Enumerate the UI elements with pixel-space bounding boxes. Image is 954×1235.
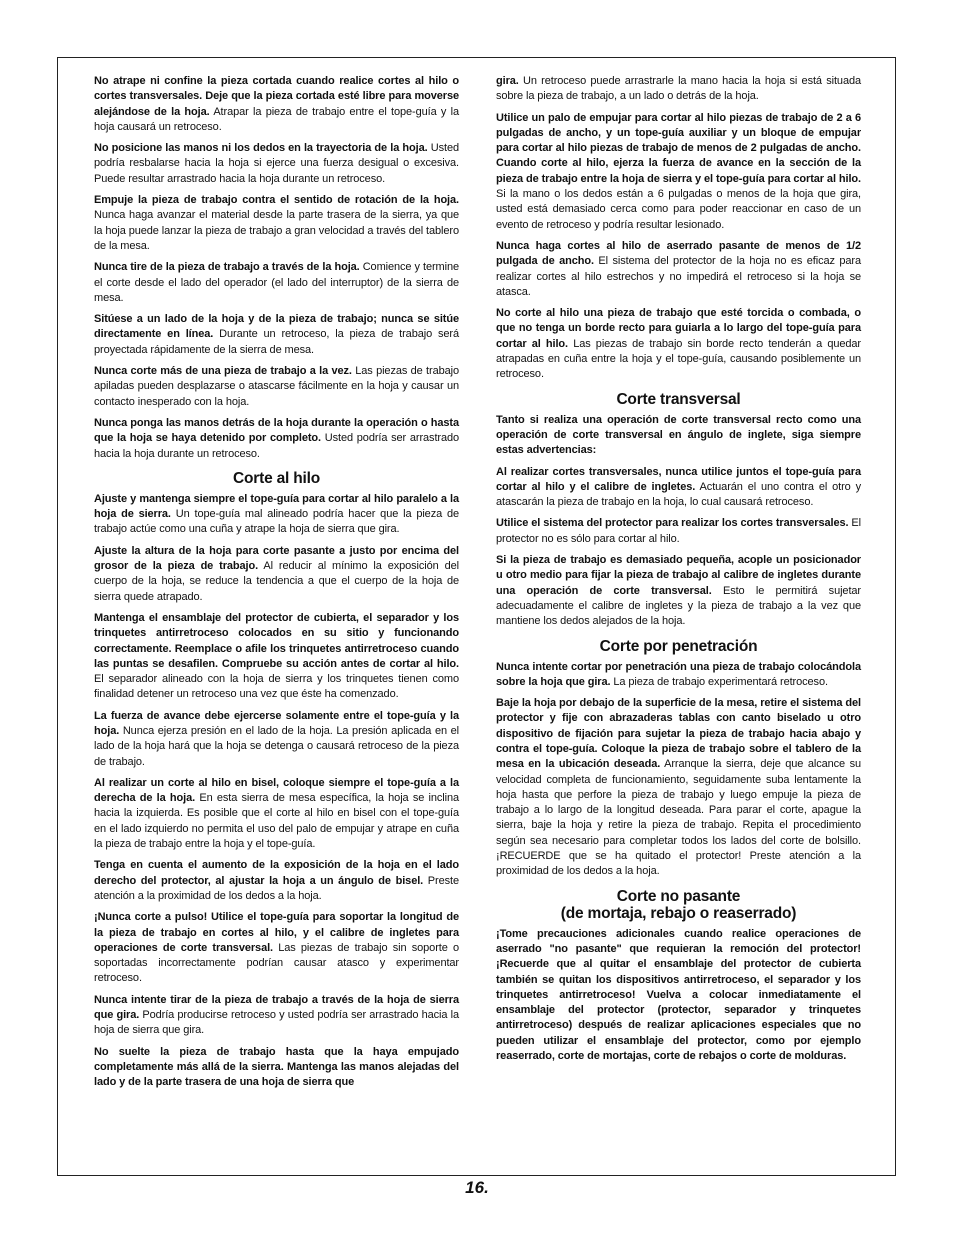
warning-bold-text: Nunca intente cortar por penetración una pieza de trabajo colocándola sobre la hoja que gira. xyxy=(496,660,861,688)
warning-paragraph xyxy=(496,927,861,1065)
page-frame xyxy=(57,57,896,1176)
warning-paragraph xyxy=(496,696,861,880)
warning-paragraph xyxy=(496,74,861,105)
warning-body-text: Actuarán el uno contra el otro y atascarán la pieza de trabajo en la hoja, lo cual causará retroceso. xyxy=(496,480,861,509)
warning-bold-text: ¡Nunca corte a pulso! Utilice el tope-guía para soportar la longitud de la pieza de trabajo en cortes al hilo, y el calibre de ingletes para operaciones de corte transversal. xyxy=(94,911,459,954)
warning-body-text: La pieza de trabajo experimentará retroceso. xyxy=(610,675,828,688)
warning-body-text: Podría producirse retroceso y usted podría ser arrastrado hacia la hoja de sierra que gira. xyxy=(94,1009,459,1037)
warning-paragraph xyxy=(94,193,459,254)
left-column xyxy=(94,74,459,1097)
warning-paragraph xyxy=(94,312,459,358)
warning-paragraph xyxy=(496,516,861,547)
warning-bold-text: La fuerza de avance debe ejercerse solamente entre el tope-guía y la hoja. xyxy=(94,709,459,737)
warning-bold-text: Nunca haga cortes al hilo de aserrado pasante de menos de 1/2 pulgada de ancho. xyxy=(496,239,861,268)
warning-body-text: El protector no es sólo para cortar al hilo. xyxy=(496,517,861,545)
page-number: 16. xyxy=(465,1178,489,1197)
warning-body-text: Un tope-guía mal alineado podría hacer que la pieza de trabajo actúe como una cuña y atrape la hoja de sierra que gira. xyxy=(94,508,460,536)
warning-paragraph xyxy=(94,993,459,1039)
warning-bold-text: Utilice el sistema del protector para realizar los cortes transversales. xyxy=(496,517,849,530)
warning-bold-text: ¡Tome precauciones adicionales cuando realice operaciones de aserrado "no pasante" que requieran la remoción del protector! ¡Recuerde que al quitar el ensamblaje del protector de cubierta también se quitan los dispositivos antirretroceso, el separador y los trinquetes antirretroceso! Vuelva a colocar inmediatamente el ensamblaje del protector (protector, separador y trinquetes antirretroceso) después de realizar aplicaciones especiales que no pueden utilizar el ensamblaje del protector, como por ejemplo reaserrado, corte de mortajas, corte de rebajos o corte de molduras. xyxy=(496,927,861,1063)
section-heading-subtitle: (de mortaja, rebajo o reaserrado) xyxy=(560,904,797,922)
section-heading-text: Corte al hilo xyxy=(233,469,320,487)
warning-bold-text: Empuje la pieza de trabajo contra el sentido de rotación de la hoja. xyxy=(94,194,459,207)
warning-body-text: Si la mano o los dedos están a 6 pulgadas o menos de la hoja que gira, usted está demasiado cerca como para poder reaccionar en caso de un evento de retroceso y podría resultar lesionado. xyxy=(496,188,861,231)
warning-bold-text: Ajuste y mantenga siempre el tope-guía para cortar al hilo paralelo a la hoja de sierra. xyxy=(94,492,459,521)
section-heading xyxy=(94,470,459,487)
warning-paragraph xyxy=(94,611,459,703)
warning-body-text: Arranque la sierra, deje que alcance su velocidad completa de funcionamiento, seguidamente suba lentamente la hoja hasta que perfore la pieza de trabajo y luego empuje la pieza de trabajo a lo largo de la longitud deseada. Para parar el corte, apague la sierra, baje la hoja y retire la pieza de trabajo. Repita el procedimiento según sea necesario para completar todos los lados del corte de bolsillo. ¡RECUERDE que se ha quitado el protector! Preste atención a la proximidad de los dedos a la hoja. xyxy=(496,758,861,878)
warning-body-text: Las piezas de trabajo sin soporte o soportadas incorrectamente podrían causar atasco y experimentar retroceso. xyxy=(94,941,459,985)
warning-bold-text: No corte al hilo una pieza de trabajo que esté torcida o combada, o que no tenga un borde recto para guiarla a lo largo del tope-guía para cortar al hilo. xyxy=(496,307,861,350)
warning-bold-text: No posicione las manos ni los dedos en la trayectoria de la hoja. xyxy=(94,142,428,155)
warning-bold-text: Nunca tire de la pieza de trabajo a través de la hoja. xyxy=(94,261,360,274)
warning-paragraph xyxy=(94,1045,459,1091)
section-heading xyxy=(496,391,861,408)
warning-body-text: Preste atención a la proximidad de los dedos a la hoja. xyxy=(94,874,459,902)
warning-paragraph xyxy=(496,660,861,691)
warning-paragraph xyxy=(94,492,459,538)
warning-bold-text: Utilice un palo de empujar para cortar al hilo piezas de trabajo de 2 a 6 pulgadas de ancho, y un tope-guía auxiliar y un bloque de empujar para cortar al hilo piezas de trabajo de menos de 2 pulgadas de ancho. Cuando corte al hilo, ejerza la fuerza de avance en la sección de la pieza de trabajo entre la hoja de sierra y el tope-guía para cortar al hilo. xyxy=(496,111,861,185)
warning-body-text: Atrapar la pieza de trabajo entre el tope-guía y la hoja causará un retroceso. xyxy=(94,105,459,133)
warning-paragraph xyxy=(94,910,459,986)
warning-paragraph xyxy=(94,260,459,306)
warning-bold-text: Nunca corte más de una pieza de trabajo a la vez. xyxy=(94,365,352,378)
warning-paragraph xyxy=(496,111,861,233)
warning-paragraph xyxy=(496,239,861,300)
warning-paragraph xyxy=(94,544,459,605)
warning-body-text: Esto le permitirá sujetar adecuadamente el calibre de ingletes y la pieza de trabajo a la vez que mantiene los dedos alejados de la hoja. xyxy=(496,584,861,628)
section-heading-text: Corte transversal xyxy=(616,390,741,408)
warning-body-text: El sistema del protector de la hoja no es eficaz para realizar cortes al hilo estrechos y no impedirá el retroceso si la hoja se atasca. xyxy=(496,255,861,298)
warning-bold-text: Mantenga el ensamblaje del protector de cubierta, el separador y los trinquetes antirretroceso colocados en su sitio y funcionando correctamente. Reemplace o afile los trinquetes antirretroceso cuando las puntas se desafilen. Compruebe su acción antes de cortar al hilo. xyxy=(94,611,459,670)
warning-bold-text: Nunca ponga las manos detrás de la hoja durante la operación o hasta que la hoja se haya detenido por completo. xyxy=(94,416,459,445)
warning-body-text: El separador alineado con la hoja de sierra y los trinquetes tienen como finalidad detener un retroceso una vez que éste ha comenzado. xyxy=(94,673,459,701)
warning-body-text: En esta sierra de mesa específica, la hoja se inclina hacia la izquierda. Es posible que el corte al hilo en bisel con el tope-guía en el lado izquierdo no permita el uso del palo de empujar y atrape en cuña la pieza de trabajo entre la hoja y el tope-guía. xyxy=(94,792,459,851)
warning-body-text: Al reducir al mínimo la exposición del cuerpo de la hoja, se reduce la tendencia a que el cuerpo de la hoja de sierra quede atrapado. xyxy=(94,560,459,603)
warning-bold-text: Nunca intente tirar de la pieza de trabajo a través de la hoja de sierra que gira. xyxy=(94,993,459,1022)
warning-bold-text: Si la pieza de trabajo es demasiado pequeña, acople un posicionador u otro medio para fijar la pieza de trabajo al calibre de ingletes durante una operación de corte transversal. xyxy=(496,554,861,597)
warning-bold-text: Ajuste la altura de la hoja para corte pasante a justo por encima del grosor de la pieza de trabajo. xyxy=(94,544,459,573)
warning-paragraph xyxy=(496,413,861,459)
warning-paragraph xyxy=(94,709,459,770)
section-heading xyxy=(496,638,861,655)
warning-bold-text: Tanto si realiza una operación de corte transversal recto como una operación de corte transversal en ángulo de inglete, siga siempre estas advertencias: xyxy=(496,413,861,457)
warning-paragraph xyxy=(94,74,459,135)
warning-bold-text: Baje la hoja por debajo de la superficie de la mesa, retire el sistema del protector y fije con abrazaderas tablas con canto biselado u otro dispositivo de fijación para sujetar la pieza de trabajo hacia abajo y contra el tope-guía. Coloque la pieza de trabajo sobre el tablero de la mesa en la ubicación deseada. xyxy=(496,697,861,771)
warning-paragraph xyxy=(94,776,459,852)
warning-bold-text: Al realizar cortes transversales, nunca utilice juntos el tope-guía para cortar al hilo y el calibre de ingletes. xyxy=(496,465,861,493)
warning-bold-text: Al realizar un corte al hilo en bisel, coloque siempre el tope-guía a la derecha de la hoja. xyxy=(94,776,459,805)
warning-body-text: Comience y termine el corte desde el lado del operador (el lado del interruptor) de la sierra de mesa. xyxy=(94,261,459,304)
right-column xyxy=(496,74,861,1070)
warning-bold-text: gira. xyxy=(496,75,519,87)
warning-body-text: Las piezas de trabajo sin borde recto tenderán a quedar atrapadas en cuña entre la hoja y el tope-guía, causando posiblemente un retroceso. xyxy=(496,337,861,381)
section-heading-text: Corte por penetración xyxy=(599,637,758,655)
section-heading-text: Corte no pasante xyxy=(616,887,741,905)
warning-body-text: Nunca ejerza presión en el lado de la hoja. La presión aplicada en el lado de la hoja hará que la hoja se detenga o causará retroceso de la pieza de trabajo. xyxy=(94,724,459,768)
warning-body-text: Usted podría resbalarse hacia la hoja si ejerce una fuerza desigual o excesiva. Puede resultar arrastrado hacia la hoja durante un retroceso. xyxy=(94,142,459,185)
warning-body-text: Usted podría ser arrastrado hacia la hoja durante un retroceso. xyxy=(94,432,460,460)
warning-bold-text: No atrape ni confine la pieza cortada cuando realice cortes al hilo o cortes transversales. Deje que la pieza cortada esté libre para moverse alejándose de la hoja. xyxy=(94,75,459,118)
warning-body-text: Un retroceso puede arrastrarle la mano hacia la hoja si está situada sobre la pieza de trabajo, a un lado o detrás de la hoja. xyxy=(496,75,861,103)
warning-bold-text: Tenga en cuenta el aumento de la exposición de la hoja en el lado derecho del protector, al ajustar la hoja a un ángulo de bisel. xyxy=(94,859,459,887)
warning-paragraph xyxy=(94,416,459,462)
warning-bold-text: Sitúese a un lado de la hoja y de la pieza de trabajo; nunca se sitúe directamente en línea. xyxy=(94,313,459,341)
warning-paragraph xyxy=(496,306,861,382)
warning-bold-text: No suelte la pieza de trabajo hasta que la haya empujado completamente más allá de la sierra. Mantenga las manos alejadas del lado y de la parte trasera de una hoja de sierra que xyxy=(94,1045,459,1089)
section-heading xyxy=(496,888,861,922)
warning-paragraph xyxy=(496,465,861,511)
warning-paragraph xyxy=(94,364,459,410)
warning-body-text: Durante un retroceso, la pieza de trabajo será proyectada rápidamente de la sierra de mesa. xyxy=(94,328,460,356)
warning-paragraph xyxy=(94,141,459,187)
warning-paragraph xyxy=(496,553,861,629)
warning-paragraph xyxy=(94,858,459,904)
warning-body-text: Las piezas de trabajo apiladas pueden desplazarse o atascarse fácilmente en la hoja y causar un contacto inesperado con la hoja. xyxy=(94,365,459,408)
warning-body-text: Nunca haga avanzar el material desde la parte trasera de la sierra, ya que la hoja puede lanzar la pieza de trabajo a gran velocidad a través del tablero de la mesa. xyxy=(94,209,459,252)
